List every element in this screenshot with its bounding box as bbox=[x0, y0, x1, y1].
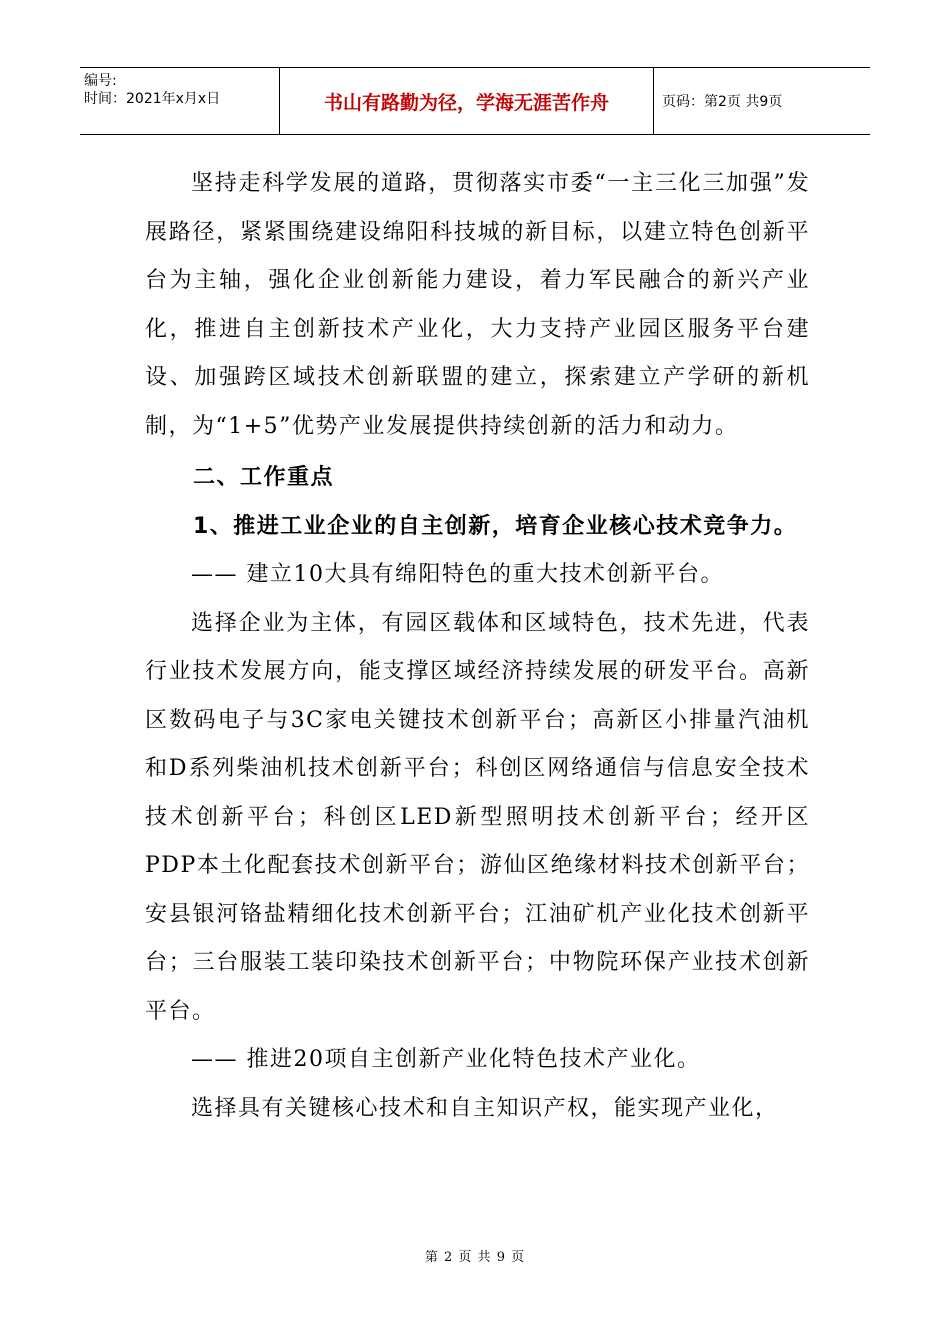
section-heading: 二、工作重点 bbox=[193, 465, 335, 490]
document-header bbox=[80, 67, 870, 135]
subheading-1: 1、推进工业企业的自主创新，培育企业核心技术竞争力。 bbox=[193, 513, 798, 539]
header-page-info: 页码：第2页 共9页 bbox=[662, 94, 783, 110]
item-1-paragraph: 选择企业为主体，有园区载体和区域特色，技术先进，代表行业技术发展方向，能支撑区域经济持续发展的研发平台。高新区数码电子与3C家电关键技术创新平台；高新区小排量汽油机和D系列柴油机技术创新平台；科创区网络通信与信息安全技术技术创新平台；科创区LED新型照明技术创新平台；经开区PDP本土化配套技术创新平台；游仙区绝缘材料技术创新平台；安县银河铬盐精细化技术创新平台；江油矿机产业化技术创新平台；三台服装工装印染技术创新平台；中物院环保产业技术创新平台。 bbox=[145, 610, 810, 1024]
item-2: —— 推进20项自主创新产业化特色技术产业化。 bbox=[191, 1047, 701, 1072]
intro-paragraph: 坚持走科学发展的道路，贯彻落实市委“一主三化三加强”发展路径，紧紧围绕建设绵阳科技城的新目标，以建立特色创新平台为主轴，强化企业创新能力建设，着力军民融合的新兴产业化，推进自主创新技术产业化，大力支持产业园区服务平台建设、加强跨区域技术创新联盟的建立，探索建立产学研的新机制，为“1+5”优势产业发展提供持续创新的活力和动力。 bbox=[145, 171, 810, 439]
document-body bbox=[145, 160, 810, 1133]
item-2-paragraph: 选择具有关键核心技术和自主知识产权，能实现产业化， bbox=[191, 1095, 779, 1121]
header-meta-cell bbox=[80, 68, 280, 134]
page-footer: 第 2 页 共 9 页 bbox=[424, 1250, 526, 1265]
date-line: 时间：2021年x月x日 bbox=[84, 91, 221, 107]
header-motto: 书山有路勤为径，学海无涯苦作舟 bbox=[280, 68, 654, 134]
item-1: —— 建立10大具有绵阳特色的重大技术创新平台。 bbox=[191, 562, 724, 587]
number-label: 编号: bbox=[84, 73, 117, 89]
